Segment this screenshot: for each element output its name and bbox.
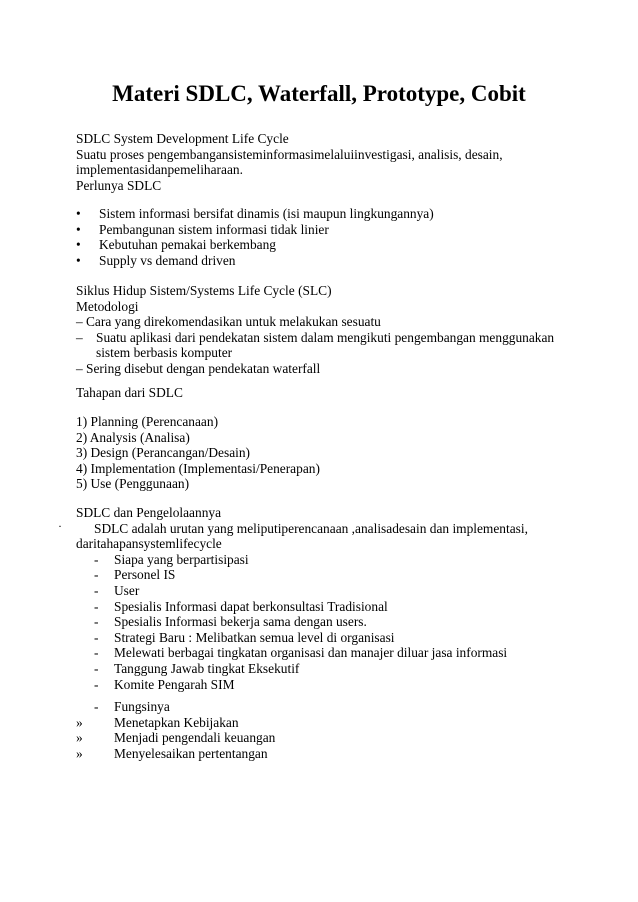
list-item xyxy=(76,645,576,661)
intro-line: SDLC System Development Life Cycle xyxy=(76,131,289,146)
list-item-text: Pembangunan sistem informasi tidak linier xyxy=(99,221,329,237)
list-item xyxy=(76,730,556,746)
document-title: Materi SDLC, Waterfall, Prototype, Cobit xyxy=(112,81,526,106)
bullet-icon: • xyxy=(76,252,81,268)
list-item xyxy=(76,237,556,253)
list-item xyxy=(76,253,556,269)
list-item xyxy=(76,222,556,238)
paragraph-line: SDLC adalah urutan yang meliputiperencanaan ,analisadesain dan implementasi, xyxy=(94,520,528,536)
list-item xyxy=(76,715,556,731)
list-item xyxy=(76,746,556,762)
bullet-icon: • xyxy=(76,221,81,237)
list-item-text: Menyelesaikan pertentangan xyxy=(114,745,268,761)
list-item-text: sistem berbasis komputer xyxy=(96,345,233,361)
section-subheading: Metodologi xyxy=(76,298,139,314)
list-item-text: Cara yang direkomendasikan untuk melakukan sesuatu xyxy=(86,314,381,330)
dash-icon: – xyxy=(76,360,83,376)
list-item xyxy=(76,614,576,630)
paragraph-line: daritahapansystemlifecycle xyxy=(76,536,222,552)
stages-list xyxy=(76,414,556,492)
list-item xyxy=(76,330,556,361)
bullet-icon: • xyxy=(76,237,81,253)
list-item-text: Spesialis Informasi dapat berkonsultasi Tradisional xyxy=(114,598,388,614)
list-item xyxy=(76,699,556,715)
list-item-text: User xyxy=(114,582,140,598)
dash-icon: - xyxy=(94,629,99,645)
dash-icon: - xyxy=(94,676,99,692)
dash-icon: - xyxy=(94,598,99,614)
list-item xyxy=(76,583,576,599)
intro-line: implementasidanpemeliharaan. xyxy=(76,162,243,178)
intro-line: Perlunya SDLC xyxy=(76,177,162,193)
section-heading: Siklus Hidup Sistem/Systems Life Cycle (SLC) xyxy=(76,283,332,298)
guillemet-icon: » xyxy=(76,730,83,746)
list-item xyxy=(76,661,576,677)
list-item: 2) Analysis (Analisa) xyxy=(76,429,190,445)
list-item xyxy=(76,599,576,615)
list-item-text: Supply vs demand driven xyxy=(99,252,236,268)
list-item xyxy=(76,677,576,693)
list-item-text: Menetapkan Kebijakan xyxy=(114,714,239,730)
guillemet-icon: » xyxy=(76,714,83,730)
intro-section xyxy=(76,131,556,193)
list-item-text: Tanggung Jawab tingkat Eksekutif xyxy=(114,660,300,676)
section-heading: Tahapan dari SDLC xyxy=(76,385,183,400)
list-item: 4) Implementation (Implementasi/Penerapan) xyxy=(76,460,320,476)
management-section xyxy=(76,505,576,692)
bullet-icon: • xyxy=(76,206,81,221)
list-item: 5) Use (Penggunaan) xyxy=(76,476,190,492)
intro-line: Suatu proses pengembangansisteminformasimelaluiinvestigasi, analisis, desain, xyxy=(76,146,503,162)
dash-icon: - xyxy=(94,645,99,661)
list-item-text: Strategi Baru : Melibatkan semua level di organisasi xyxy=(114,629,395,645)
dash-icon: - xyxy=(94,567,99,583)
list-item-text: Spesialis Informasi bekerja sama dengan users. xyxy=(114,614,367,630)
dash-icon: - xyxy=(94,660,99,676)
list-item xyxy=(76,630,576,646)
list-item-text: Kebutuhan pemakai berkembang xyxy=(99,237,276,253)
dash-icon: - xyxy=(94,582,99,598)
list-item-text: Komite Pengarah SIM xyxy=(114,676,235,692)
list-item-text: Menjadi pengendali keuangan xyxy=(114,730,276,746)
list-item xyxy=(76,314,556,330)
dash-icon: - xyxy=(94,551,99,567)
functions-section xyxy=(76,699,556,761)
list-item: 1) Planning (Perencanaan) xyxy=(76,414,219,429)
list-item-text: Suatu aplikasi dari pendekatan sistem dalam mengikuti pengembangan menggunakan xyxy=(96,329,555,345)
dash-icon: – xyxy=(76,314,83,330)
list-item-text: Siapa yang berpartisipasi xyxy=(114,551,249,567)
list-item-text: Sistem informasi bersifat dinamis (isi maupun lingkungannya) xyxy=(99,206,434,221)
dash-icon: - xyxy=(94,614,99,630)
list-item-text: Melewati berbagai tingkatan organisasi dan manajer diluar jasa informasi xyxy=(114,645,508,661)
list-item xyxy=(76,361,556,377)
list-item xyxy=(76,567,576,583)
list-item xyxy=(76,206,556,222)
stray-mark: · xyxy=(58,519,62,533)
needs-list xyxy=(76,206,556,268)
list-item-text: Personel IS xyxy=(114,567,176,583)
list-item-text: Fungsinya xyxy=(114,699,170,714)
stages-heading-block xyxy=(76,385,556,401)
slc-section xyxy=(76,283,556,377)
list-item: 3) Design (Perancangan/Desain) xyxy=(76,445,251,461)
list-item-text: Sering disebut dengan pendekatan waterfall xyxy=(86,360,321,376)
section-heading: SDLC dan Pengelolaannya xyxy=(76,505,222,520)
dash-icon: - xyxy=(94,699,99,714)
guillemet-icon: » xyxy=(76,745,83,761)
list-item xyxy=(76,552,576,568)
dash-icon: – xyxy=(76,329,83,345)
